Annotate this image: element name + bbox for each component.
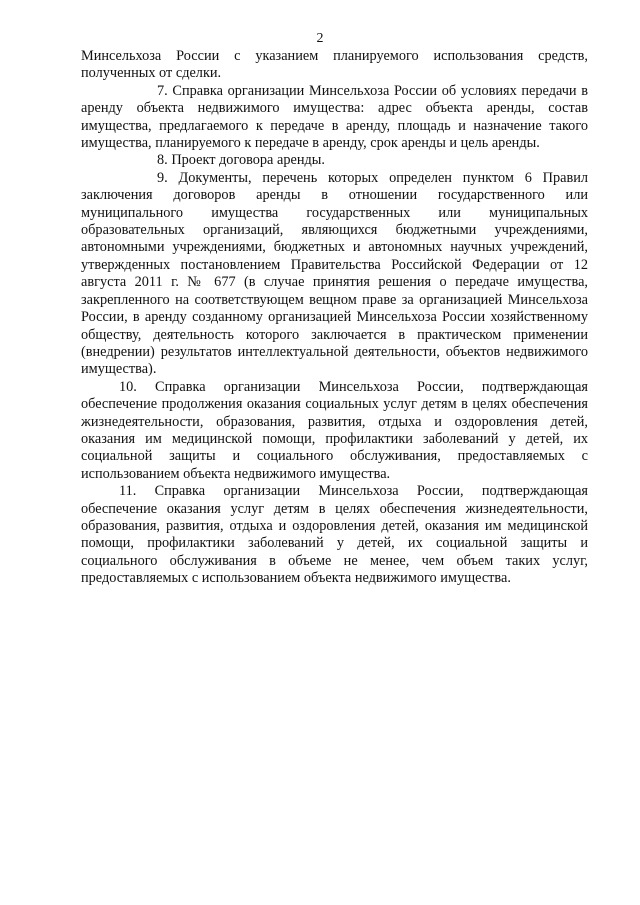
paragraph-9 [81, 170, 588, 379]
paragraph-text: Справка организации Минсельхоза России, подтверждающая обеспечение продолжения оказания социальных услуг детям в целях обеспечения жизнедеятельности, образования, развития, отдыха и оздоровления детей, оказания им медицинской помощи, профилактики заболеваний у детей, их социальной защиты и социального обслуживания, предоставляемых с использованием объекта недвижимого имущества. [81, 378, 589, 482]
paragraph-10 [81, 379, 588, 483]
document-body [81, 48, 588, 588]
page-number: 2 [316, 31, 324, 46]
paragraph-text: Минсельхоза России с указанием планируемого использования средств, полученных от сделки. [81, 48, 588, 82]
paragraph-continuation [81, 48, 588, 83]
paragraph-text: Справка организации Минсельхоза России об условиях передачи в аренду объекта недвижимого имущества: адрес объекта аренды, состав имущества, предлагаемого к передаче в аренду, площадь и назначение такого имущества, планируемого к передаче в аренду, срок аренды и цель аренды. [81, 82, 588, 152]
paragraph-7 [81, 83, 588, 153]
paragraph-11 [81, 483, 588, 587]
paragraph-number: 8. [157, 152, 168, 169]
paragraph-number: 7. [157, 82, 168, 99]
paragraph-number: 9. [157, 169, 168, 186]
paragraph-8 [81, 152, 588, 169]
paragraph-text: Проект договора аренды. [171, 152, 325, 169]
paragraph-text: Справка организации Минсельхоза России, подтверждающая обеспечение оказания услуг детям в целях обеспечения жизнедеятельности, образования, развития, отдыха и оздоровления детей, оказания им медицинской помощи, профилактики заболеваний у детей, их социальной защиты и социального обслуживания в объеме не менее, чем объем таких услуг, предоставляемых с использованием объекта недвижимого имущества. [81, 483, 589, 587]
paragraph-text: Документы, перечень которых определен пунктом 6 Правил заключения договоров аренды в отношении государственного или муниципального имущества государственных или муниципальных образовательных организаций, являющихся бюджетными учреждениями, автономными учреждениями, бюджетных и автономных научных учреждений, утвержденных постановлением Правительства Российской Федерации от 12 августа 2011 г. № 677 (в случае принятия решения о передаче имущества, закрепленного на соответствующем вещном праве за организацией Минсельхоза России, в аренду созданному организацией Минсельхоза России хозяйственному обществу, деятельность которого заключается в практическом применении (внедрении) результатов интеллектуальной деятельности, объектов недвижимого имущества). [81, 169, 588, 378]
paragraph-number: 10. [119, 378, 137, 395]
paragraph-number: 11. [119, 483, 137, 500]
